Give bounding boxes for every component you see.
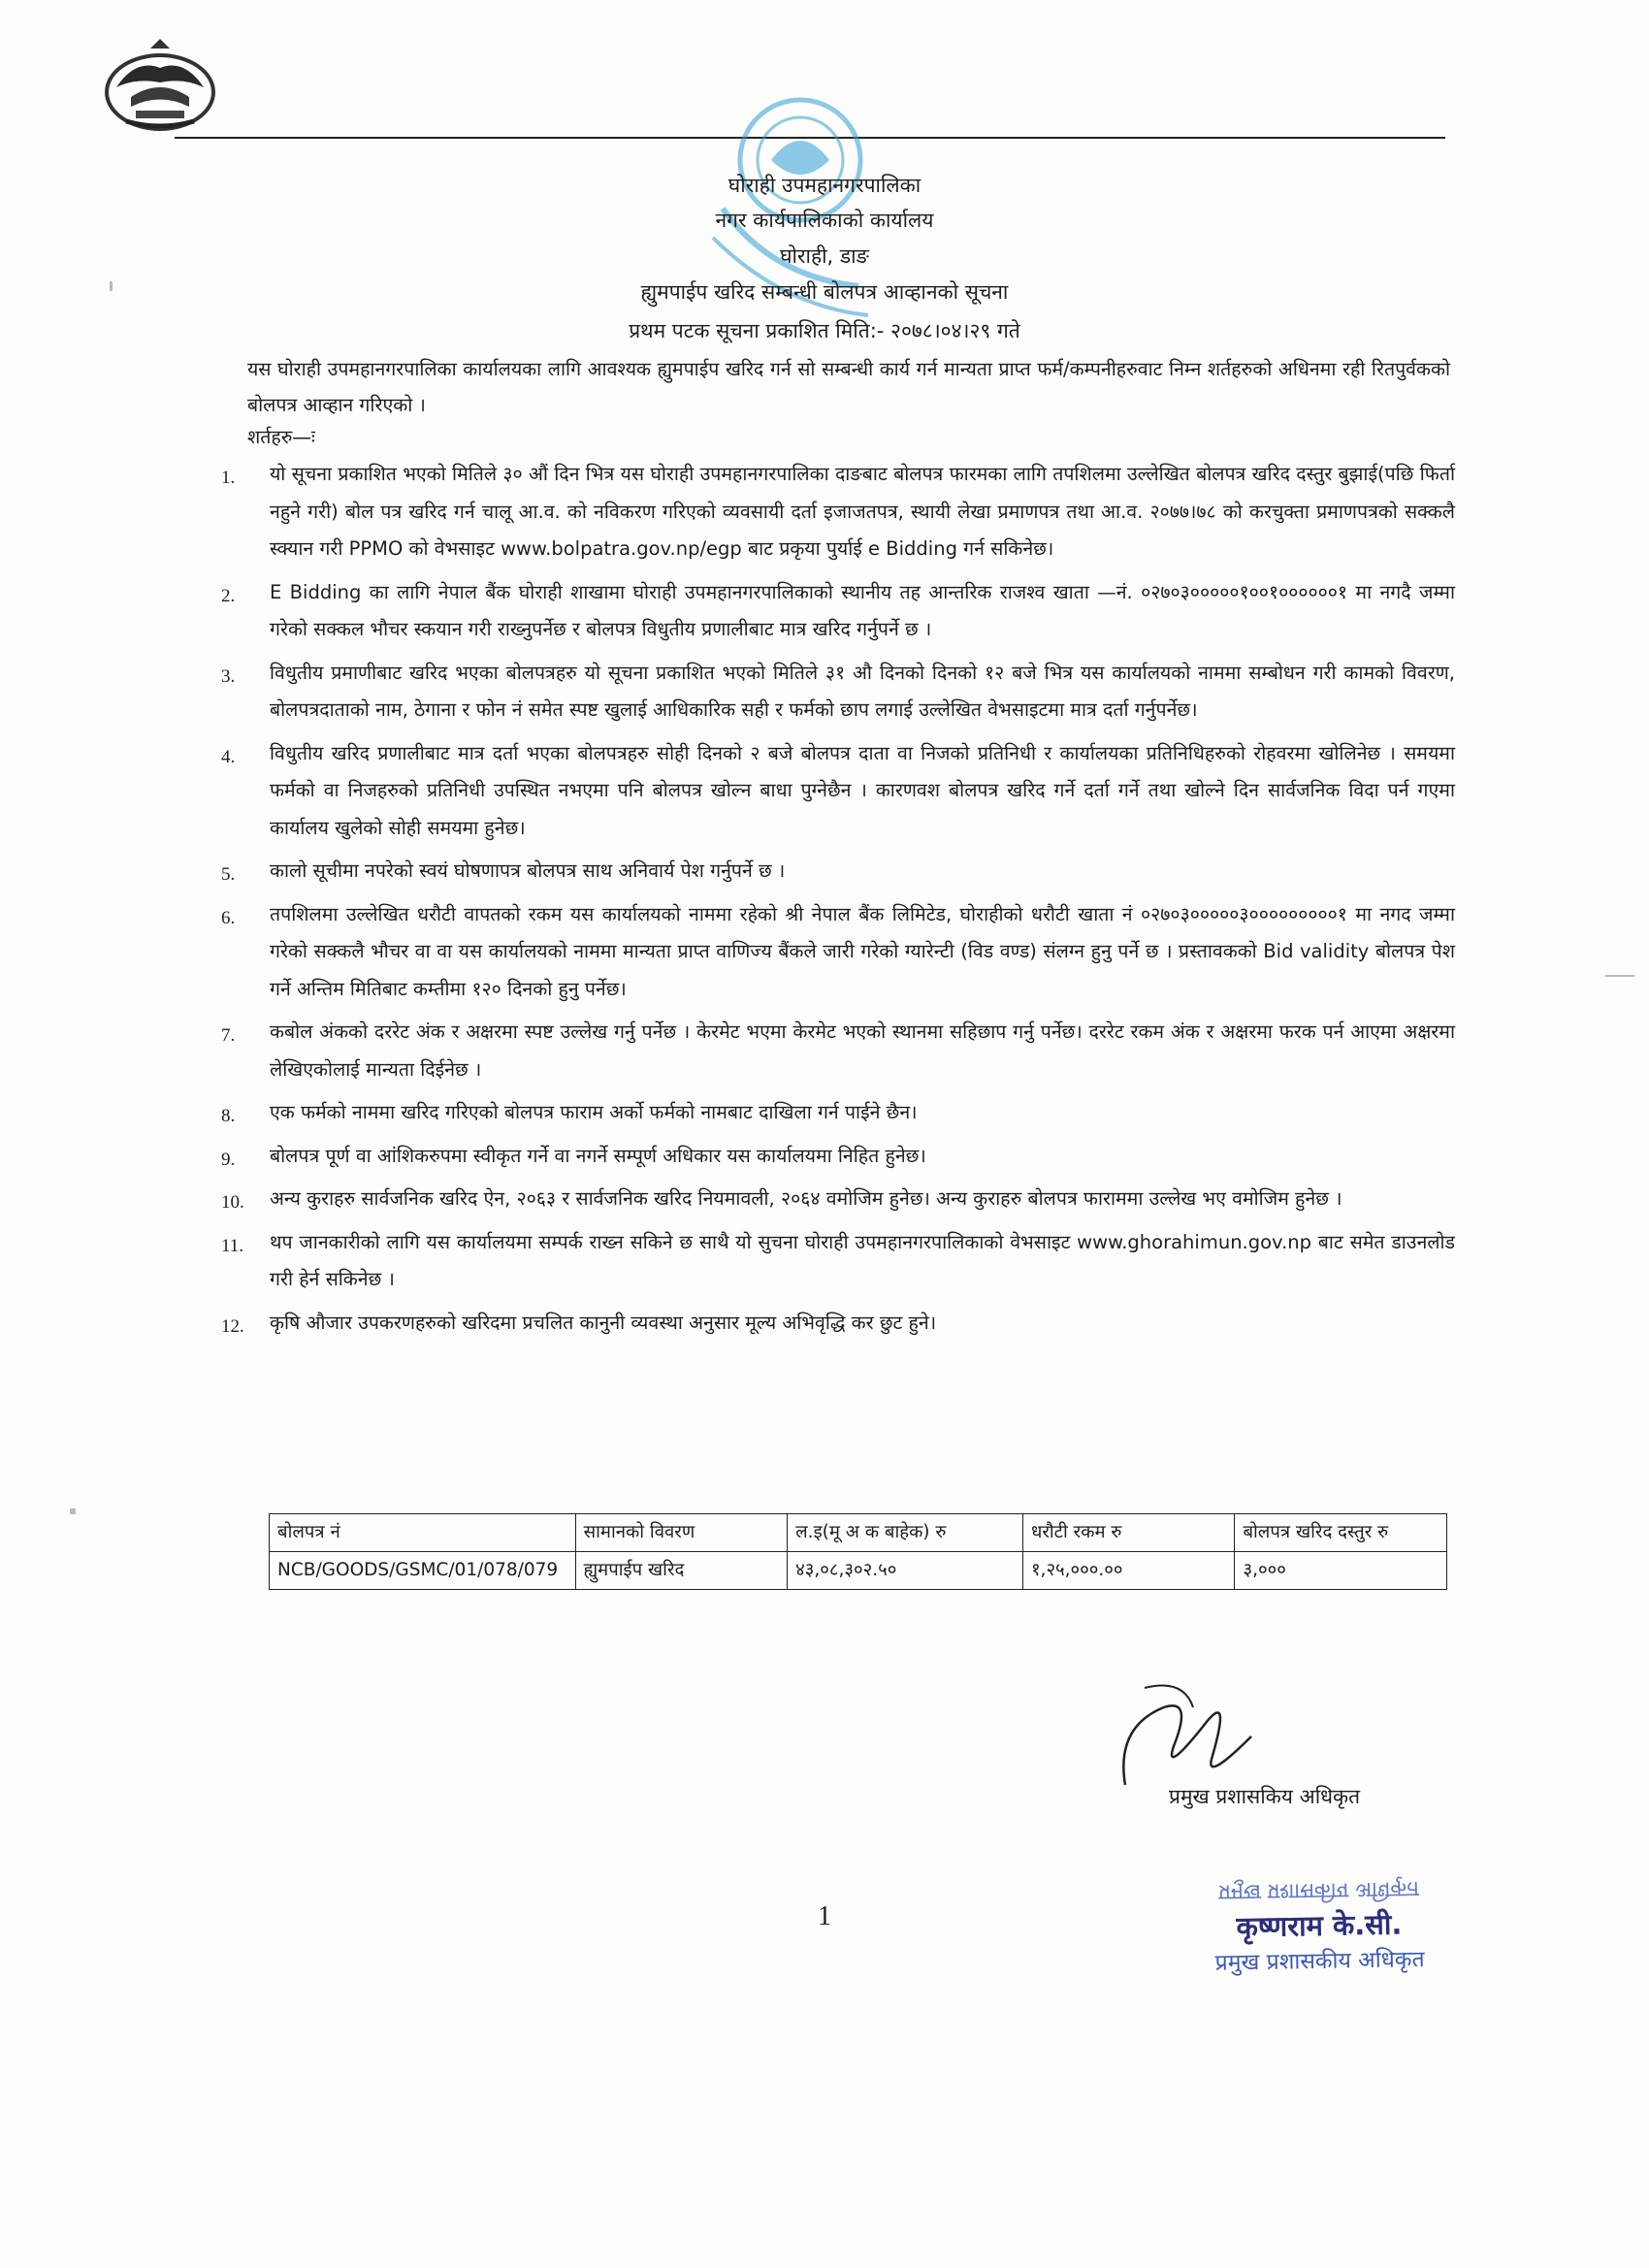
term-number: 10. bbox=[221, 1192, 244, 1213]
table-header-cell: बोलपत्र नं bbox=[270, 1514, 576, 1552]
stamp-line-mirrored: प्रमुख प्रशासकीय अधिकृत bbox=[1217, 1876, 1419, 1904]
term-item bbox=[204, 655, 1455, 729]
table-row bbox=[270, 1552, 1447, 1590]
page-number: 1 bbox=[818, 1901, 831, 1931]
table-header-row bbox=[270, 1514, 1447, 1552]
term-number: 7. bbox=[221, 1025, 236, 1046]
term-item bbox=[204, 896, 1455, 1009]
term-text: E Bidding का लागि नेपाल बैंक घोराही शाखामा घोराही उपमहानगरपालिकाको स्थानीय तह आन्तरिक राजश्व खाता —नं. ०२७०३०००००१००१००००००१ मा नगदै जम्मा गरेको सक्कल भौचर स्कयान गरी राख्नुपर्नेछ र बोलपत्र विधुतीय प्रणालीबाट मात्र खरिद गर्नुपर्ने छ । bbox=[270, 580, 1455, 640]
term-item bbox=[204, 1138, 1455, 1176]
term-text: बोलपत्र पूर्ण वा आंशिकरुपमा स्वीकृत गर्ने वा नगर्ने सम्पूर्ण अधिकार यस कार्यालयमा निहित हुनेछ। bbox=[270, 1144, 926, 1167]
scan-speck bbox=[1605, 975, 1634, 977]
notice-title: ह्युमपाईप खरिद सम्बन्धी बोलपत्र आव्हानको सूचना bbox=[640, 280, 1009, 304]
table-header-cell: धरौटी रकम रु bbox=[1022, 1514, 1235, 1552]
table-cell: ह्युमपाईप खरिद bbox=[575, 1552, 788, 1590]
table-header-cell: ल.इ(मू अ क बाहेक) रु bbox=[788, 1514, 1023, 1552]
scan-speck bbox=[70, 1508, 76, 1514]
term-item bbox=[204, 574, 1455, 649]
term-item bbox=[204, 1014, 1455, 1088]
term-number: 3. bbox=[221, 665, 236, 687]
term-text: यो सूचना प्रकाशित भएको मितिले ३० औं दिन भित्र यस घोराही उपमहानगरपालिका दाङबाट बोलपत्र फारमका लागि तपशिलमा उल्लेखित बोलपत्र खरिद दस्तुर बुझाई(पछि फिर्ता नहुने गरी) बोल पत्र खरिद गर्न चालू आ.व. को नविकरण गरिएको व्यवसायी दर्ता इजाजतपत्र, स्थायी लेखा प्रमाणपत्र तथा आ.व. २०७७।७८ को करचुक्ता प्रमाणपत्रको सक्कलै स्क्यान गरी PPMO को वेभसाइट www.bolpatra.gov.np/egp बाट प्रकृया पुर्याई e Bidding गर्न सकिनेछ। bbox=[270, 463, 1455, 560]
term-text: तपशिलमा उल्लेखित धरौटी वापतको रकम यस कार्यालयको नाममा रहेको श्री नेपाल बैंक लिमिटेड, घोराहीको धरौटी खाता नं ०२७०३०००००३०००००००००१ मा नगद जम्मा गरेको सक्कलै भौचर वा वा यस कार्यालयको नाममा मान्यता प्राप्त वाणिज्य बैंकले जारी गरेको ग्यारेन्टी (विड वण्ड) संलग्न हुनु पर्ने छ । प्रस्तावकको Bid validity बोलपत्र पेश गर्ने अन्तिम मितिबाट कम्तीमा १२० दिनको हुनु पर्नेछ। bbox=[270, 902, 1455, 1000]
term-number: 8. bbox=[221, 1106, 236, 1126]
table-cell: NCB/GOODS/GSMC/01/078/079 bbox=[270, 1552, 576, 1590]
term-text: कबोल अंकको दररेट अंक र अक्षरमा स्पष्ट उल्लेख गर्नु पर्नेछ । केरमेट भएमा केरमेट भएको स्थानमा सहिछाप गर्नु पर्नेछ। दररेट रकम अंक र अक्षरमा फरक पर्न आएमा अक्षरमा लेखिएकोलाई मान्यता दिईनेछ । bbox=[270, 1021, 1455, 1081]
term-item bbox=[204, 1094, 1455, 1132]
term-text: कृषि औजार उपकरणहरुको खरिदमा प्रचलित कानुनी व्यवस्था अनुसार मूल्य अभिवृद्धि कर छुट हुने। bbox=[270, 1311, 937, 1334]
signatory-title: प्रमुख प्रशासकिय अधिकृत bbox=[1169, 1785, 1361, 1808]
term-text: अन्य कुराहरु सार्वजनिक खरिद ऐन, २०६३ र सार्वजनिक खरिद नियमावली, २०६४ वमोजिम हुनेछ। अन्य कुराहरु बोलपत्र फाराममा उल्लेख भए वमोजिम हुनेछ । bbox=[270, 1187, 1342, 1210]
term-item bbox=[204, 735, 1455, 848]
term-number: 9. bbox=[221, 1149, 236, 1170]
term-number: 2. bbox=[221, 585, 236, 606]
term-text: थप जानकारीको लागि यस कार्यालयमा सम्पर्क राख्न सकिने छ साथै यो सुचना घोराही उपमहानगरपालिकाको वेभसाइट www.ghorahimun.gov.np बाट समेत डाउनलोड गरी हेर्न सकिनेछ । bbox=[270, 1230, 1455, 1290]
nepal-emblem-icon bbox=[97, 39, 223, 136]
table-cell: ४३,०८,३०२.५० bbox=[788, 1552, 1023, 1590]
term-text: विधुतीय खरिद प्रणालीबाट मात्र दर्ता भएका बोलपत्रहरु सोही दिनको २ बजे बोलपत्र दाता वा निजको प्रतिनिधी र कार्यालयका प्रतिनिधिहरुको रोहवरमा खोलिनेछ । समयमा फर्मको वा निजहरुको प्रतिनिधी उपस्थित नभएमा पनि बोलपत्र खोल्न बाधा पुग्नेछैन । कारणवश बोलपत्र खरिद गर्ने दर्ता गर्ने तथा खोल्ने दिन सार्वजनिक विदा पर्न गएमा कार्यालय खुलेको सोही समयमा हुनेछ। bbox=[270, 741, 1455, 839]
term-number: 6. bbox=[221, 907, 236, 928]
stamp-officer-name: कृष्णराम के.सी. bbox=[1236, 1907, 1403, 1944]
conditions-heading: शर्तहरु—ः bbox=[247, 426, 315, 448]
tender-table bbox=[269, 1513, 1447, 1590]
term-text: कालो सूचीमा नपरेको स्वयं घोषणापत्र बोलपत्र साथ अनिवार्य पेश गर्नुपर्ने छ । bbox=[270, 859, 786, 882]
term-item bbox=[204, 1224, 1455, 1299]
terms-list bbox=[204, 456, 1455, 1347]
office-name: घोराही उपमहानगरपालिका bbox=[728, 174, 922, 197]
stamp-officer-title: प्रमुख प्रशासकीय अधिकृत bbox=[1214, 1947, 1425, 1976]
term-item bbox=[204, 1305, 1455, 1343]
term-number: 5. bbox=[221, 864, 236, 885]
term-number: 12. bbox=[221, 1315, 244, 1337]
intro-paragraph: यस घोराही उपमहानगरपालिका कार्यालयका लागि आवश्यक ह्युमपाईप खरिद गर्न सो सम्बन्धी कार्य गर्न मान्यता प्राप्त फर्म/कम्पनीहरुवाट निम्न शर्तहरुको अधिनमा रही रितपुर्वकको बोलपत्र आव्हान गरिएको । bbox=[247, 358, 1450, 416]
scan-speck bbox=[110, 281, 113, 291]
term-text: एक फर्मको नाममा खरिद गरिएको बोलपत्र फाराम अर्को फर्मको नामबाट दाखिला गर्न पाईने छैन। bbox=[270, 1101, 918, 1123]
term-number: 1. bbox=[221, 468, 236, 488]
table-header-cell: बोलपत्र खरिद दस्तुर रु bbox=[1235, 1514, 1447, 1552]
office-address: घोराही, डाङ bbox=[780, 244, 869, 268]
table-header-cell: सामानको विवरण bbox=[575, 1514, 788, 1552]
table-cell: १,२५,०००.०० bbox=[1022, 1552, 1235, 1590]
publish-date: प्रथम पटक सूचना प्रकाशित मिति:- २०७८।०४।२९ गते bbox=[629, 319, 1020, 342]
term-item bbox=[204, 1181, 1455, 1218]
term-number: 4. bbox=[221, 746, 236, 767]
term-number: 11. bbox=[221, 1235, 244, 1256]
office-sub-name: नगर कार्यपालिकाको कार्यालय bbox=[715, 209, 934, 232]
term-text: विधुतीय प्रमाणीबाट खरिद भएका बोलपत्रहरु यो सूचना प्रकाशित भएको मितिले ३१ औ दिनको दिनको १२ बजे भित्र यस कार्यालयको नाममा सम्बोधन गरी कामको विवरण, बोलपत्रदाताको नाम, ठेगाना र फोन नं समेत स्पष्ट खुलाई आधिकारिक सही र फर्मको छाप लगाई उल्लेखित वेभसाइटमा मात्र दर्ता गर्नुपर्नेछ। bbox=[270, 661, 1455, 721]
table-cell: ३,००० bbox=[1235, 1552, 1447, 1590]
term-item bbox=[204, 456, 1455, 568]
term-item bbox=[204, 853, 1455, 891]
